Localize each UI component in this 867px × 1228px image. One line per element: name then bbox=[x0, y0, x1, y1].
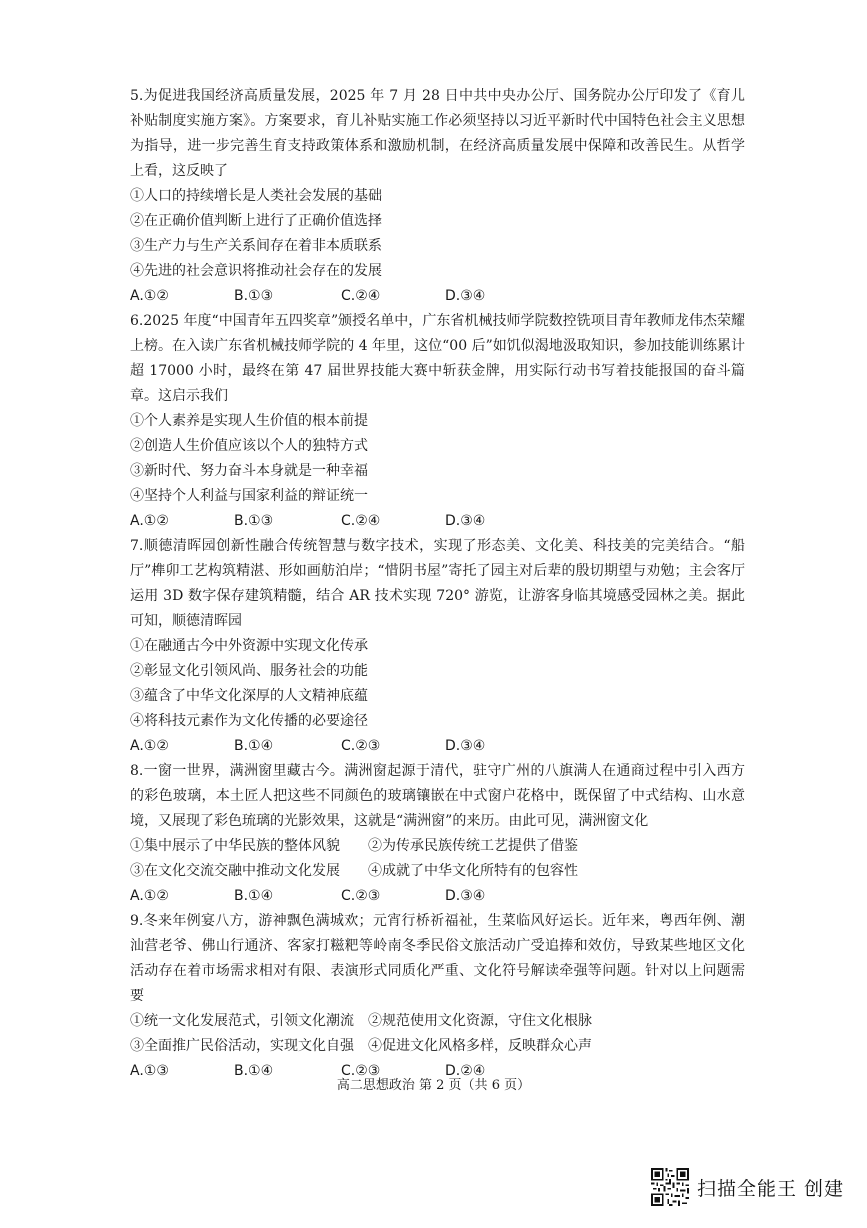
option-statement: ①统一文化发展范式，引领文化潮流 bbox=[130, 1013, 354, 1029]
choice-a: A.①③ bbox=[130, 1063, 169, 1079]
option-statement: ②彰显文化引领风尚、服务社会的功能 bbox=[130, 663, 368, 679]
option-row bbox=[130, 834, 745, 859]
option-statement: ④促进文化风格多样，反映群众心声 bbox=[368, 1038, 592, 1054]
option-row bbox=[130, 859, 745, 884]
scanner-brand-label: 扫描全能王 创建 bbox=[697, 1177, 845, 1200]
option-statement: ③在文化交流交融中推动文化发展 bbox=[130, 863, 340, 879]
choice-c: C.②③ bbox=[341, 888, 381, 904]
option-statement: ①在融通古今中外资源中实现文化传承 bbox=[130, 638, 368, 654]
choice-c: C.②③ bbox=[341, 1063, 381, 1079]
qr-code-icon bbox=[651, 1168, 689, 1206]
choice-a: A.①② bbox=[130, 513, 169, 529]
question-list bbox=[130, 84, 745, 1084]
option-statement: ②规范使用文化资源，守住文化根脉 bbox=[368, 1013, 592, 1029]
option-statement: ③生产力与生产关系间存在着非本质联系 bbox=[130, 238, 382, 254]
question-stem: 8.一窗一世界，满洲窗里藏古今。满洲窗起源于清代，驻守广州的八旗满人在通商过程中引入西方的彩色玻璃，本土匠人把这些不同颜色的玻璃镶嵌在中式窗户花格中，既保留了中式结构、山水意境，又展现了彩色琉璃的光影效果，这就是“满洲窗”的来历。由此可见，满洲窗文化 bbox=[130, 763, 745, 829]
choice-b: B.①④ bbox=[234, 1063, 274, 1079]
question-6 bbox=[130, 309, 745, 534]
question-stem: 9.冬来年例宴八方，游神飘色满城欢；元宵行桥祈福祉，生菜临风好运长。近年来，粤西年例、潮汕营老爷、佛山行通济、客家打糍粑等岭南冬季民俗文旅活动广受追捧和效仿，导致某些地区文化活动存在着市场需求相对有限、表演形式同质化严重、文化符号解读牵强等问题。针对以上问题需要 bbox=[130, 913, 745, 1004]
choice-a: A.①② bbox=[130, 888, 169, 904]
option-statement: ①人口的持续增长是人类社会发展的基础 bbox=[130, 188, 382, 204]
choice-a: A.①② bbox=[130, 288, 169, 304]
choice-c: C.②③ bbox=[341, 738, 381, 754]
option-statement: ②为传承民族传统工艺提供了借鉴 bbox=[368, 838, 578, 854]
option-statement: ③全面推广民俗活动，实现文化自强 bbox=[130, 1038, 354, 1054]
answer-choices bbox=[130, 734, 745, 759]
choice-d: D.③④ bbox=[445, 513, 486, 529]
choice-b: B.①③ bbox=[234, 513, 274, 529]
page-footer: 高二思想政治 第 2 页（共 6 页） bbox=[336, 1078, 531, 1093]
choice-b: B.①④ bbox=[234, 888, 274, 904]
option-statement: ①集中展示了中华民族的整体风貌 bbox=[130, 838, 340, 854]
question-5 bbox=[130, 84, 745, 309]
choice-b: B.①③ bbox=[234, 288, 274, 304]
question-stem: 6.2025 年度“中国青年五四奖章”颁授名单中，广东省机械技师学院数控铣项目青年教师龙伟杰荣耀上榜。在入读广东省机械技师学院的 4 年里，这位“00 后”如饥似渴地汲取知识，参加技能训练累计超 17000 小时，最终在第 47 届世界技能大赛中斩获金牌，用实际行动书写着技能报国的奋斗篇章。这启示我们 bbox=[130, 313, 745, 404]
option-statement: ①个人素养是实现人生价值的根本前提 bbox=[130, 413, 368, 429]
choice-d: D.②④ bbox=[445, 1063, 486, 1079]
option-statement: ③新时代、努力奋斗本身就是一种幸福 bbox=[130, 463, 368, 479]
answer-choices bbox=[130, 884, 745, 909]
scanner-watermark bbox=[651, 1167, 844, 1207]
answer-choices bbox=[130, 509, 745, 534]
choice-a: A.①② bbox=[130, 738, 169, 754]
choice-d: D.③④ bbox=[445, 288, 486, 304]
option-statement: ④先进的社会意识将推动社会存在的发展 bbox=[130, 263, 382, 279]
option-statement: ②在正确价值判断上进行了正确价值选择 bbox=[130, 213, 382, 229]
choice-c: C.②④ bbox=[341, 288, 381, 304]
option-row bbox=[130, 1034, 745, 1059]
option-statement: ②创造人生价值应该以个人的独特方式 bbox=[130, 438, 368, 454]
option-statement: ④将科技元素作为文化传播的必要途径 bbox=[130, 713, 368, 729]
choice-d: D.③④ bbox=[445, 888, 486, 904]
question-9 bbox=[130, 909, 745, 1084]
question-stem: 5.为促进我国经济高质量发展，2025 年 7 月 28 日中共中央办公厅、国务院办公厅印发了《育儿补贴制度实施方案》。方案要求，育儿补贴实施工作必须坚持以习近平新时代中国特色社会主义思想为指导，进一步完善生育支持政策体系和激励机制，在经济高质量发展中保障和改善民生。从哲学上看，这反映了 bbox=[130, 88, 745, 179]
question-8 bbox=[130, 759, 745, 909]
option-row bbox=[130, 1009, 745, 1034]
choice-b: B.①④ bbox=[234, 738, 274, 754]
question-7 bbox=[130, 534, 745, 759]
choice-d: D.③④ bbox=[445, 738, 486, 754]
option-statement: ④成就了中华文化所特有的包容性 bbox=[368, 863, 578, 879]
choice-c: C.②④ bbox=[341, 513, 381, 529]
answer-choices bbox=[130, 284, 745, 309]
question-stem: 7.顺德清晖园创新性融合传统智慧与数字技术，实现了形态美、文化美、科技美的完美结合。“船厅”榫卯工艺构筑精湛、形如画舫泊岸；“惜阴书屋”寄托了园主对后辈的殷切期望与劝勉；主会客厅运用 3D 数字保存建筑精髓，结合 AR 技术实现 720° 游览，让游客身临其境感受园林之美。据此可知，顺德清晖园 bbox=[130, 538, 745, 629]
option-statement: ④坚持个人利益与国家利益的辩证统一 bbox=[130, 488, 368, 504]
option-statement: ③蕴含了中华文化深厚的人文精神底蕴 bbox=[130, 688, 368, 704]
